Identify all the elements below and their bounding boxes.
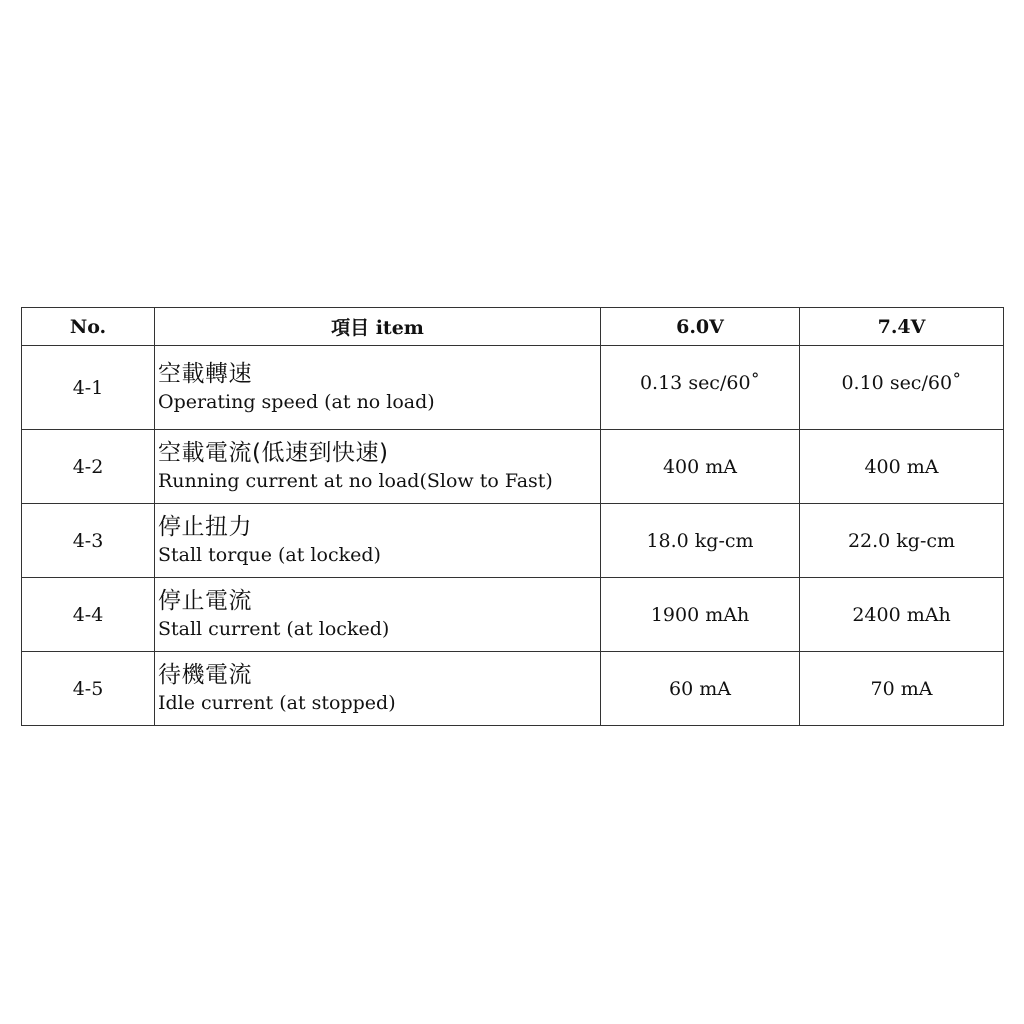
item-cell — [155, 504, 601, 578]
value-6v: 60 mA — [601, 652, 800, 726]
item-name-english: Stall torque (at locked) — [158, 543, 381, 566]
item-name-chinese: 停止扭力 — [158, 514, 252, 541]
item-name-english: Operating speed (at no load) — [158, 390, 435, 413]
table-row — [22, 652, 1004, 726]
row-number: 4-1 — [22, 346, 155, 430]
table-row — [22, 504, 1004, 578]
item-name-chinese: 停止電流 — [158, 588, 252, 615]
spec-table — [21, 307, 1004, 726]
value-7v4: 2400 mAh — [800, 578, 1004, 652]
value-7v4: 0.10 sec/60˚ — [800, 346, 1004, 430]
value-6v: 18.0 kg-cm — [601, 504, 800, 578]
table-row — [22, 578, 1004, 652]
table-header — [22, 308, 1004, 346]
row-number: 4-2 — [22, 430, 155, 504]
row-number: 4-4 — [22, 578, 155, 652]
table-row — [22, 430, 1004, 504]
item-name-chinese: 空載電流(低速到快速) — [158, 440, 389, 467]
value-7v4: 70 mA — [800, 652, 1004, 726]
header-item: 項目 item — [155, 308, 601, 346]
item-cell — [155, 578, 601, 652]
header-7v4: 7.4V — [800, 308, 1004, 346]
header-6v: 6.0V — [601, 308, 800, 346]
item-name-english: Running current at no load(Slow to Fast) — [158, 469, 553, 492]
header-no: No. — [22, 308, 155, 346]
item-cell — [155, 652, 601, 726]
item-cell — [155, 346, 601, 430]
value-6v: 0.13 sec/60˚ — [601, 346, 800, 430]
item-name-english: Idle current (at stopped) — [158, 691, 396, 714]
row-number: 4-3 — [22, 504, 155, 578]
value-6v: 400 mA — [601, 430, 800, 504]
item-cell — [155, 430, 601, 504]
value-6v: 1900 mAh — [601, 578, 800, 652]
row-number: 4-5 — [22, 652, 155, 726]
item-name-english: Stall current (at locked) — [158, 617, 390, 640]
table-body — [22, 346, 1004, 726]
item-name-chinese: 待機電流 — [158, 662, 252, 689]
value-7v4: 22.0 kg-cm — [800, 504, 1004, 578]
table-row — [22, 346, 1004, 430]
item-name-chinese: 空載轉速 — [158, 361, 252, 388]
header-row — [22, 308, 1004, 346]
value-7v4: 400 mA — [800, 430, 1004, 504]
